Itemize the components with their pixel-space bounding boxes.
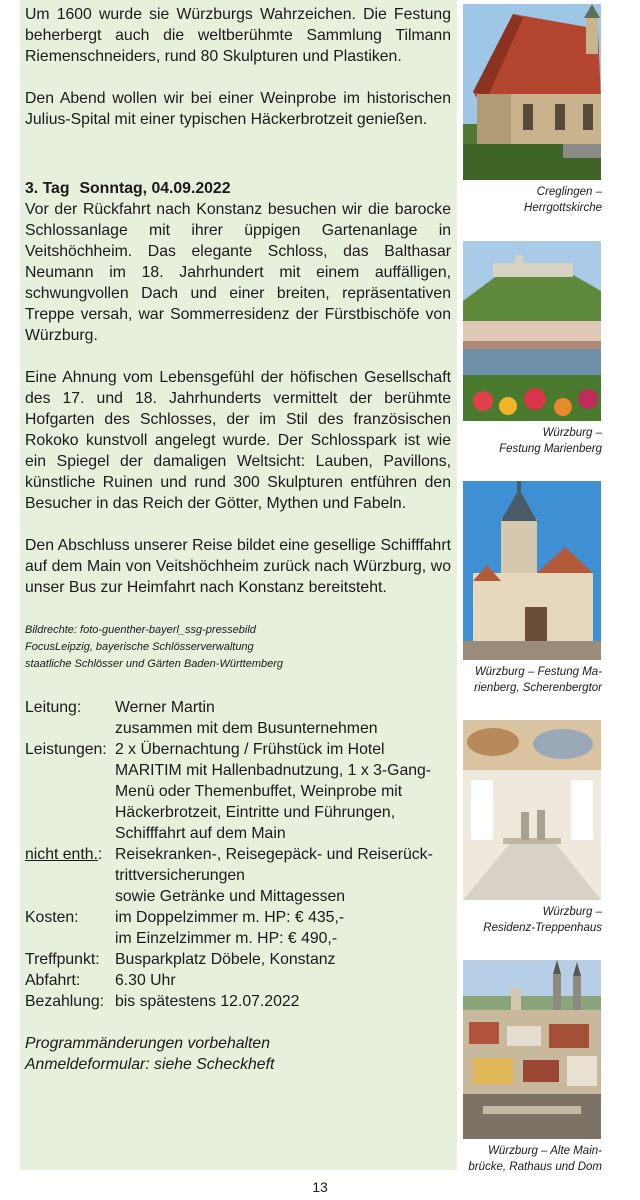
- fact-label-underlined: nicht enth.: [25, 846, 98, 863]
- stairwell-illustration: [463, 720, 601, 900]
- fact-value: im Doppelzimmer m. HP: € 435,-: [115, 909, 345, 926]
- caption-residenz: Würzburg – Residenz-Treppenhaus: [483, 906, 602, 934]
- fact-value: sowie Getränke und Mittagessen: [115, 888, 346, 905]
- fact-label: Kosten:: [25, 909, 79, 926]
- fact-value: 6.30 Uhr: [115, 972, 176, 989]
- credit-line: Bildrechte: foto-guenther-bayerl_ssg-pressebild: [25, 624, 256, 636]
- page-number: 13: [312, 1179, 328, 1195]
- fact-value: MARITIM mit Hallenbadnutzung, 1 x 3-Gang-: [115, 762, 432, 779]
- day3-paragraph-3: Den Abschluss unserer Reise bildet eine gesellige Schifffahrt auf dem Main von Veitshöchheim zurück nach Würzburg, wo unser Bus zur Heimfahrt nach Konstanz bereitsteht.: [25, 537, 451, 596]
- day3-label: 3. Tag: [25, 180, 70, 197]
- image-credits: [25, 622, 451, 673]
- photo-scherenbergtor: [463, 481, 601, 660]
- fact-value: 2 x Übernachtung / Frühstück im Hotel: [115, 741, 385, 758]
- fact-label: Abfahrt:: [25, 972, 81, 989]
- fact-value: Häckerbrotzeit, Eintritte und Führungen,: [115, 804, 396, 821]
- fact-treffpunkt: [25, 949, 451, 970]
- footnotes: [25, 1033, 451, 1075]
- fact-kosten: [25, 907, 451, 949]
- fact-label: Treffpunkt:: [25, 951, 100, 968]
- intro-paragraph-1: Um 1600 wurde sie Würzburgs Wahrzeichen. Die Festung beherbergt auch die weltberühmte Sammlung Tilmann Riemenschneiders, rund 80 Skulpturen und Plastiken.: [25, 6, 451, 65]
- fact-value: Menü oder Themenbuffet, Weinprobe mit: [115, 783, 403, 800]
- main-text-box: [20, 0, 457, 1170]
- caption-creglingen: Creglingen – Herrgottskirche: [524, 186, 602, 214]
- trip-facts: [25, 697, 451, 1012]
- fact-value: Werner Martin: [115, 699, 215, 716]
- caption-festung-marienberg: Würzburg – Festung Marienberg: [499, 427, 602, 455]
- fact-label: nicht enth.:: [25, 846, 103, 863]
- text-column: [25, 4, 451, 1075]
- fact-label: Leistungen:: [25, 741, 107, 758]
- footnote-line: Anmeldeformular: siehe Scheckheft: [25, 1056, 275, 1073]
- day3-heading: [25, 178, 451, 199]
- footnote-line: Programmänderungen vorbehalten: [25, 1035, 271, 1052]
- photo-alte-mainbruecke: [463, 960, 601, 1139]
- fact-value: trittversicherungen: [115, 867, 245, 884]
- photo-residenz-treppenhaus: [463, 720, 601, 900]
- credit-line: FocusLeipzig, bayerische Schlösserverwaltung: [25, 641, 254, 653]
- intro-paragraph-2: Den Abend wollen wir bei einer Weinprobe im historischen Julius-Spital mit einer typischen Häckerbrotzeit genießen.: [25, 90, 451, 128]
- photo-festung-marienberg: [463, 241, 601, 421]
- gate-tower-illustration: [463, 481, 601, 660]
- fact-value: im Einzelzimmer m. HP: € 490,-: [115, 930, 338, 947]
- credit-line: staatliche Schlösser und Gärten Baden-Württemberg: [25, 658, 284, 670]
- fact-value: Schifffahrt auf dem Main: [115, 825, 286, 842]
- caption-alte-mainbruecke: Würzburg – Alte Main- brücke, Rathaus und Dom: [468, 1145, 602, 1173]
- day3-date: Sonntag, 04.09.2022: [79, 180, 231, 197]
- fact-nicht-enthalten: [25, 844, 451, 907]
- fact-value: bis spätestens 12.07.2022: [115, 993, 300, 1010]
- cityscape-illustration: [463, 960, 601, 1139]
- fortress-illustration: [463, 241, 601, 421]
- photo-creglingen-church: [463, 4, 601, 180]
- caption-scherenbergtor: Würzburg – Festung Ma- rienberg, Scherenbergtor: [474, 666, 602, 694]
- day3-paragraph-1: Vor der Rückfahrt nach Konstanz besuchen wir die barocke Schlossanlage mit ihrer üppigen Gartenanlage in Veitshöchheim. Das elegante Schloss, das Balthasar Neumann im 18. Jahrhundert mit einem auffälligen, schwungvollen Dach und einer breiten, repräsentativen Treppe versah, war Sommerresidenz der Fürstbischöfe von Würzburg.: [25, 201, 451, 344]
- fact-value: Reisekranken-, Reisegepäck- und Reiserück-: [115, 846, 433, 863]
- fact-label: Bezahlung:: [25, 993, 105, 1010]
- fact-leitung: [25, 697, 451, 739]
- day3-paragraph-2: Eine Ahnung vom Lebensgefühl der höfischen Gesellschaft des 17. und 18. Jahrhunderts vermittelt der berühmte Hofgarten des Schlosses, der im Stil des französischen Rokoko kunstvoll angelegt wurde. Der Schlosspark ist wie ein Spiegel der damaligen Weltsicht: Lauben, Pavillons, künstliche Ruinen und rund 300 Skulpturen entführen den Besucher in das Reich der Götter, Mythen und Fabeln.: [25, 369, 451, 512]
- fact-value: Busparkplatz Döbele, Konstanz: [115, 951, 336, 968]
- fact-value: zusammen mit dem Busunternehmen: [115, 720, 378, 737]
- fact-label: Leitung:: [25, 699, 82, 716]
- fact-bezahlung: [25, 991, 451, 1012]
- fact-leistungen: [25, 739, 451, 844]
- fact-abfahrt: [25, 970, 451, 991]
- church-illustration: [463, 4, 601, 180]
